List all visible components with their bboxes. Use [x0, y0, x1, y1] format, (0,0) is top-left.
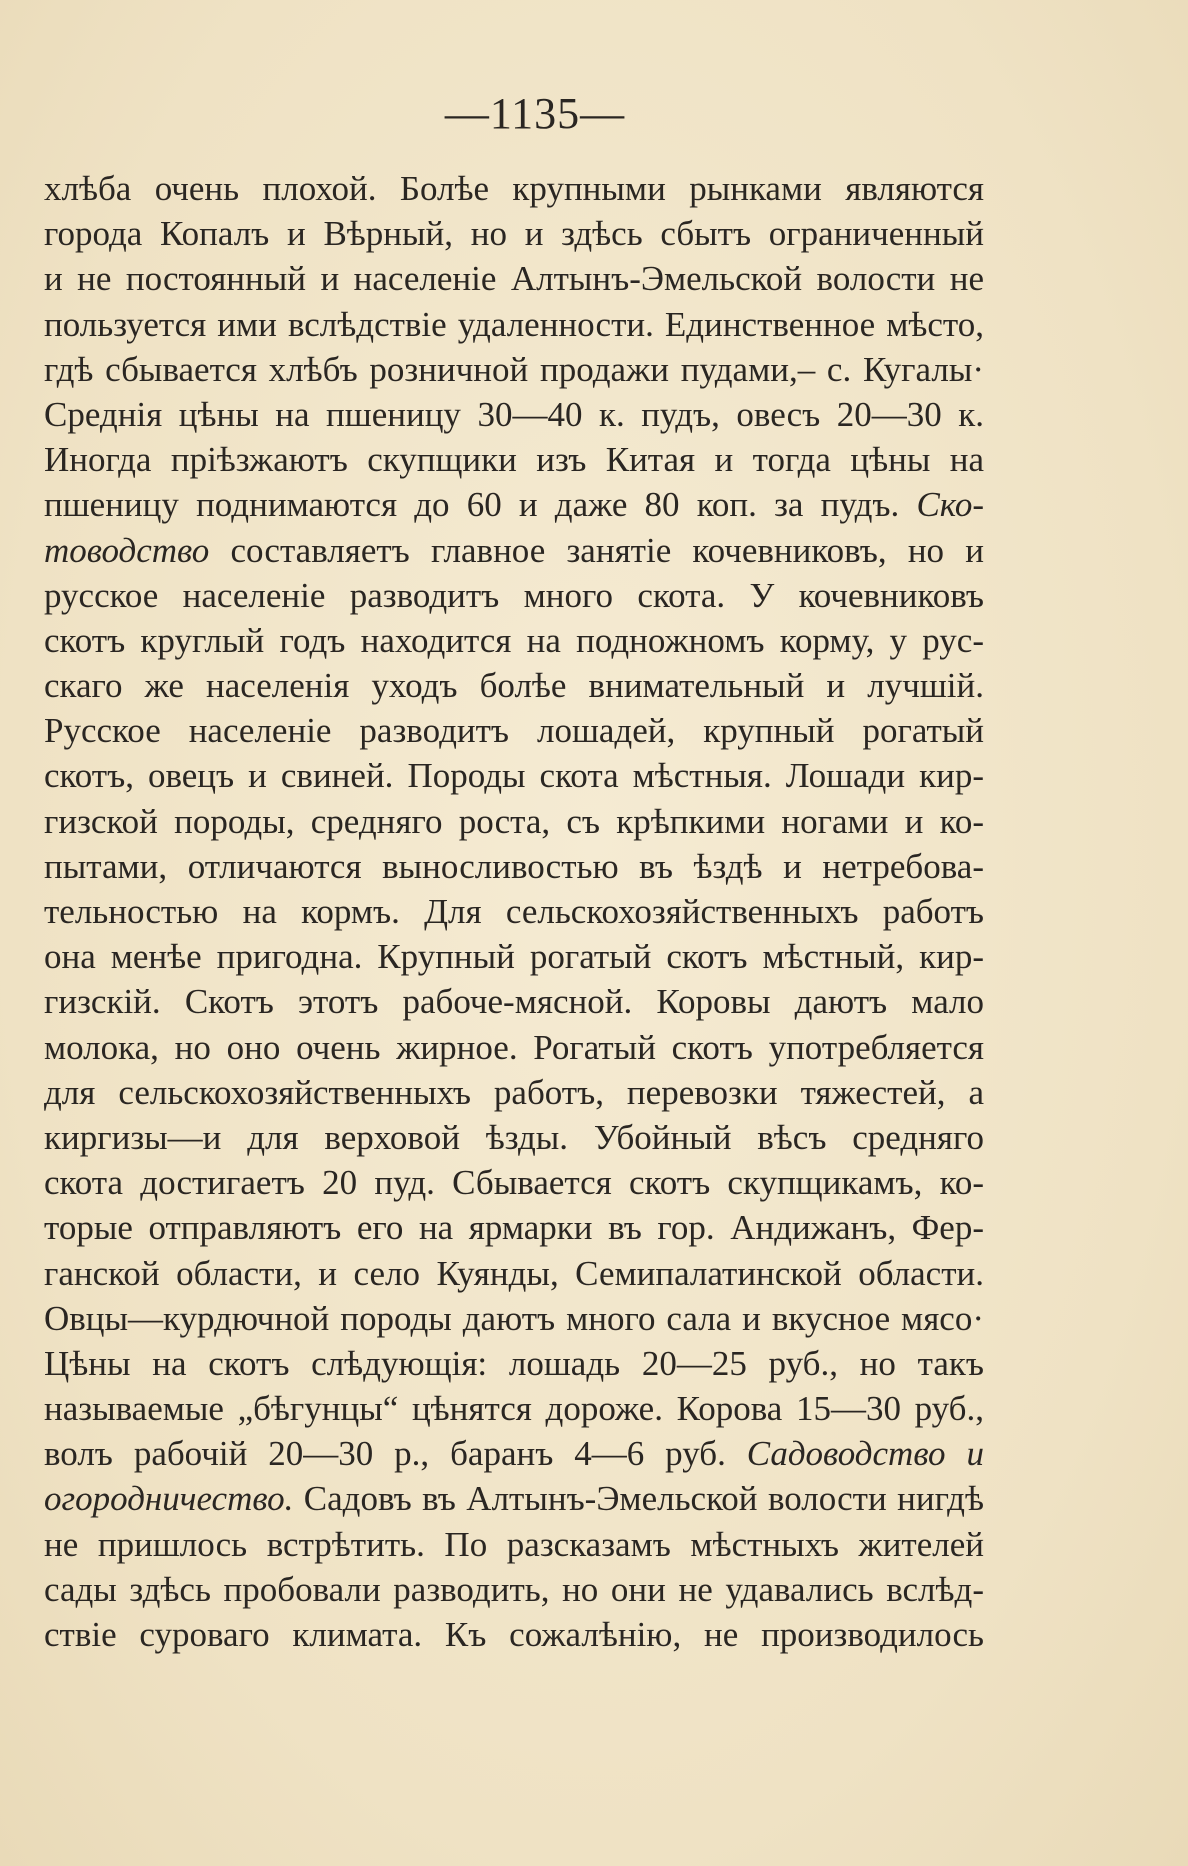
text-line: ганской области, и село Куянды, Семипалатинской области.: [44, 1253, 984, 1293]
text-line: торые отправляютъ его на ярмарки въ гор. Андижанъ, Фер-: [44, 1208, 984, 1248]
text-line: русское населенiе разводитъ много скота. У кочевниковъ: [44, 575, 984, 615]
text-line: скота достигаетъ 20 пуд. Сбывается скотъ скупщикамъ, ко-: [44, 1163, 984, 1203]
text-line: товодство составляетъ главное занятiе кочевниковъ, но и: [44, 530, 984, 570]
text-line: Цѣны на скотъ слѣдующiя: лошадь 20—25 руб., но такъ: [44, 1343, 984, 1383]
text-line: пытами, отличаются выносливостью въ ѣздѣ и нетребова-: [44, 846, 984, 886]
text-line: и не постоянный и населенiе Алтынъ-Эмельской волости не: [44, 259, 984, 299]
text-line: хлѣба очень плохой. Болѣе крупными рынками являются: [44, 169, 984, 208]
text-line: гизской породы, средняго роста, съ крѣпкими ногами и ко-: [44, 801, 984, 841]
italic-term: огородничество.: [44, 1479, 294, 1519]
text-line: Среднiя цѣны на пшеницу 30—40 к. пудъ, овесъ 20—30 к.: [44, 394, 984, 434]
text-line: она менѣе пригодна. Крупный рогатый скотъ мѣстный, кир-: [44, 937, 984, 977]
italic-term: товодство: [44, 530, 210, 570]
text-line: называемые „бѣгунцы“ цѣнятся дороже. Корова 15—30 руб.,: [44, 1389, 984, 1429]
text-line: Овцы—курдючной породы даютъ много сала и вкусное мясо·: [44, 1298, 984, 1338]
text-line: скотъ, овецъ и свиней. Породы скота мѣстныя. Лошади кир-: [44, 756, 984, 796]
text-line: гизскiй. Скотъ этотъ рабоче-мясной. Коровы даютъ мало: [44, 982, 984, 1022]
text-line: города Копалъ и Вѣрный, но и здѣсь сбытъ ограниченный: [44, 214, 984, 254]
text-line: для сельскохозяйственныхъ работъ, перевозки тяжестей, а: [44, 1072, 984, 1112]
text-line: ствiе суроваго климата. Къ сожалѣнiю, не производилось: [44, 1615, 984, 1654]
text-line: Русское населенiе разводитъ лошадей, крупный рогатый: [44, 711, 984, 751]
text-line: скотъ круглый годъ находится на подножномъ корму, у рус-: [44, 620, 984, 660]
italic-term: Ско-: [916, 485, 984, 525]
body-text: [44, 166, 984, 1657]
page-number: —1135—: [444, 89, 626, 138]
text-line: волъ рабочiй 20—30 р., баранъ 4—6 руб. Садоводство и: [44, 1434, 984, 1474]
text-line: огородничество. Садовъ въ Алтынъ-Эмельской волости нигдѣ: [44, 1479, 984, 1519]
text-line: скаго же населенiя уходъ болѣе внимательный и лучшiй.: [44, 666, 984, 706]
text-line: молока, но оно очень жирное. Рогатый скотъ употребляется: [44, 1027, 984, 1067]
text-line: пользуется ими вслѣдствiе удаленности. Единственное мѣсто,: [44, 304, 984, 344]
text-line: пшеницу поднимаются до 60 и даже 80 коп. за пудъ. Ско-: [44, 485, 984, 525]
text-line: не пришлось встрѣтить. По разсказамъ мѣстныхъ жителей: [44, 1524, 984, 1564]
text-line: тельностью на кормъ. Для сельскохозяйственныхъ работъ: [44, 892, 984, 931]
text-line: киргизы—и для верховой ѣзды. Убойный вѣсъ средняго: [44, 1117, 984, 1157]
text-line: Иногда прiѣзжаютъ скупщики изъ Китая и тогда цѣны на: [44, 440, 984, 480]
text-line: гдѣ сбывается хлѣбъ розничной продажи пудами,– с. Кугалы·: [44, 349, 984, 389]
text-line: сады здѣсь пробовали разводить, но они не удавались вслѣд-: [44, 1569, 984, 1609]
italic-term: Садоводство и: [746, 1434, 984, 1474]
